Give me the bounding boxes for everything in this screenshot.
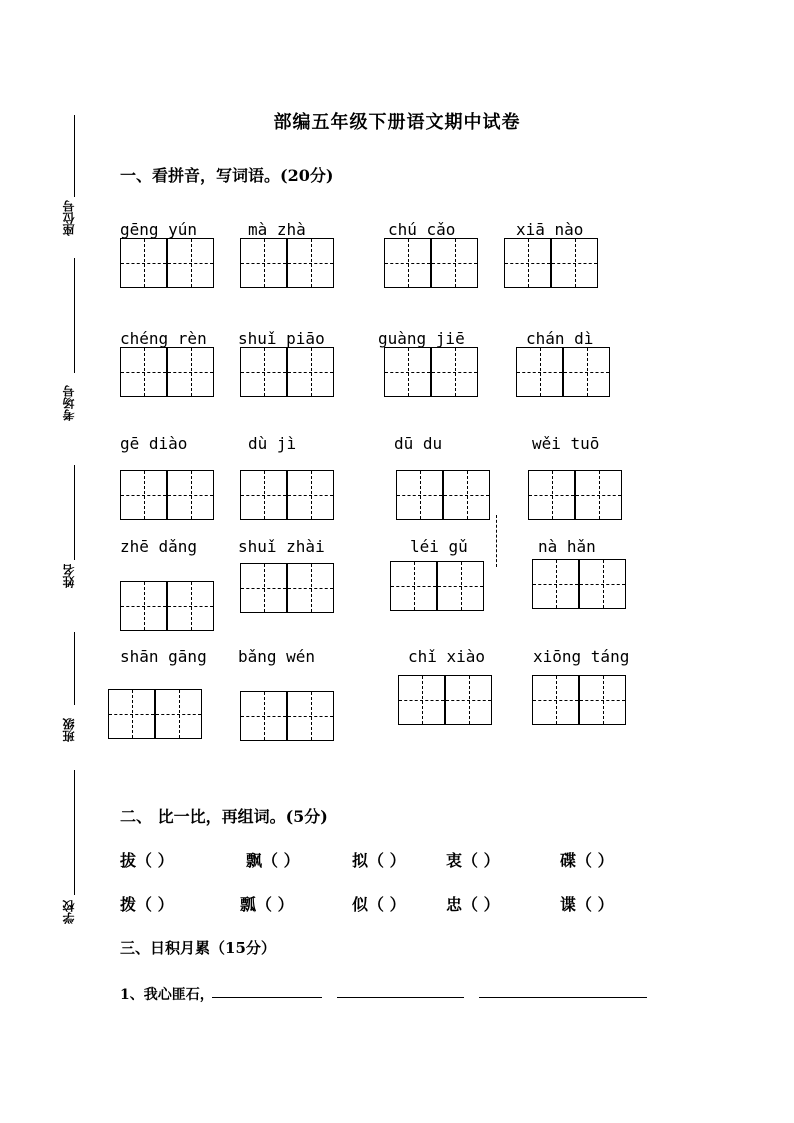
seat-number-label: 座位号 <box>62 200 76 236</box>
question-1-text: 1、我心匪石， <box>120 987 214 1003</box>
pinyin-label: shuǐ piāo <box>238 329 325 348</box>
pinyin-label: dù jì <box>248 434 297 453</box>
writing-grid[interactable] <box>532 559 626 609</box>
answer-blank[interactable] <box>212 997 322 998</box>
answer-blank[interactable] <box>337 997 464 998</box>
writing-grid[interactable] <box>390 561 484 611</box>
pinyin-label: mà zhà <box>248 220 306 239</box>
writing-grid[interactable] <box>396 470 490 520</box>
exam-room-label: 考场号 <box>62 385 76 421</box>
pinyin-label: nà hǎn <box>538 537 596 556</box>
section2-heading: 二、 比一比，再组词。(5分) <box>120 807 328 826</box>
pinyin-label: zhē dǎng <box>120 537 198 556</box>
binding-line <box>74 258 75 373</box>
pinyin-label: léi gǔ <box>410 537 468 556</box>
section1-heading: 一、看拼音，写词语。(20分) <box>120 166 334 185</box>
writing-grid[interactable] <box>240 563 334 613</box>
writing-grid[interactable] <box>120 581 214 631</box>
writing-grid[interactable] <box>120 470 214 520</box>
name-label: 姓名 <box>62 564 76 588</box>
compare-item[interactable]: 拟（ ） <box>352 851 406 870</box>
compare-item[interactable]: 似（ ） <box>352 895 406 914</box>
pinyin-label: guàng jiē <box>378 329 465 348</box>
writing-grid[interactable] <box>120 238 214 288</box>
compare-item[interactable]: 衷（ ） <box>446 851 500 870</box>
compare-item[interactable]: 拨（ ） <box>120 895 174 914</box>
exam-title: 部编五年级下册语文期中试卷 <box>273 112 521 133</box>
class-label: 班级 <box>62 718 76 742</box>
writing-grid[interactable] <box>240 238 334 288</box>
compare-item[interactable]: 拔（ ） <box>120 851 174 870</box>
compare-item[interactable]: 谍（ ） <box>560 895 614 914</box>
writing-grid[interactable] <box>532 675 626 725</box>
writing-grid[interactable] <box>516 347 610 397</box>
section3-heading: 三、日积月累（15分） <box>120 939 276 957</box>
compare-item[interactable]: 忠（ ） <box>446 895 500 914</box>
compare-item[interactable]: 瓢（ ） <box>240 895 294 914</box>
writing-grid[interactable] <box>384 347 478 397</box>
writing-grid[interactable] <box>398 675 492 725</box>
pinyin-label: shuǐ zhài <box>238 537 325 556</box>
pinyin-label: bǎng wén <box>238 647 316 666</box>
writing-grid[interactable] <box>240 470 334 520</box>
pinyin-label: gēng yún <box>120 220 198 239</box>
pinyin-label: shān gāng <box>120 647 207 666</box>
pinyin-label: chéng rèn <box>120 329 207 348</box>
question-1 <box>120 984 214 1004</box>
writing-grid[interactable] <box>504 238 598 288</box>
writing-grid[interactable] <box>108 689 202 739</box>
dashed-mark <box>496 515 497 567</box>
pinyin-label: chǐ xiào <box>408 647 486 666</box>
binding-line <box>74 770 75 895</box>
pinyin-label: chán dì <box>526 329 594 348</box>
answer-blank[interactable] <box>479 997 647 998</box>
pinyin-label: chú cǎo <box>388 220 456 239</box>
writing-grid[interactable] <box>240 691 334 741</box>
writing-grid[interactable] <box>120 347 214 397</box>
pinyin-label: wěi tuō <box>532 434 600 453</box>
pinyin-label: gē diào <box>120 434 188 453</box>
compare-item[interactable]: 碟（ ） <box>560 851 614 870</box>
binding-line <box>74 632 75 705</box>
writing-grid[interactable] <box>528 470 622 520</box>
school-label: 学校 <box>62 900 76 924</box>
pinyin-label: xiā nào <box>516 220 584 239</box>
compare-item[interactable]: 飘（ ） <box>246 851 300 870</box>
writing-grid[interactable] <box>384 238 478 288</box>
writing-grid[interactable] <box>240 347 334 397</box>
pinyin-label: dū du <box>394 434 443 453</box>
pinyin-label: xiōng táng <box>533 647 630 666</box>
binding-line <box>74 465 75 560</box>
